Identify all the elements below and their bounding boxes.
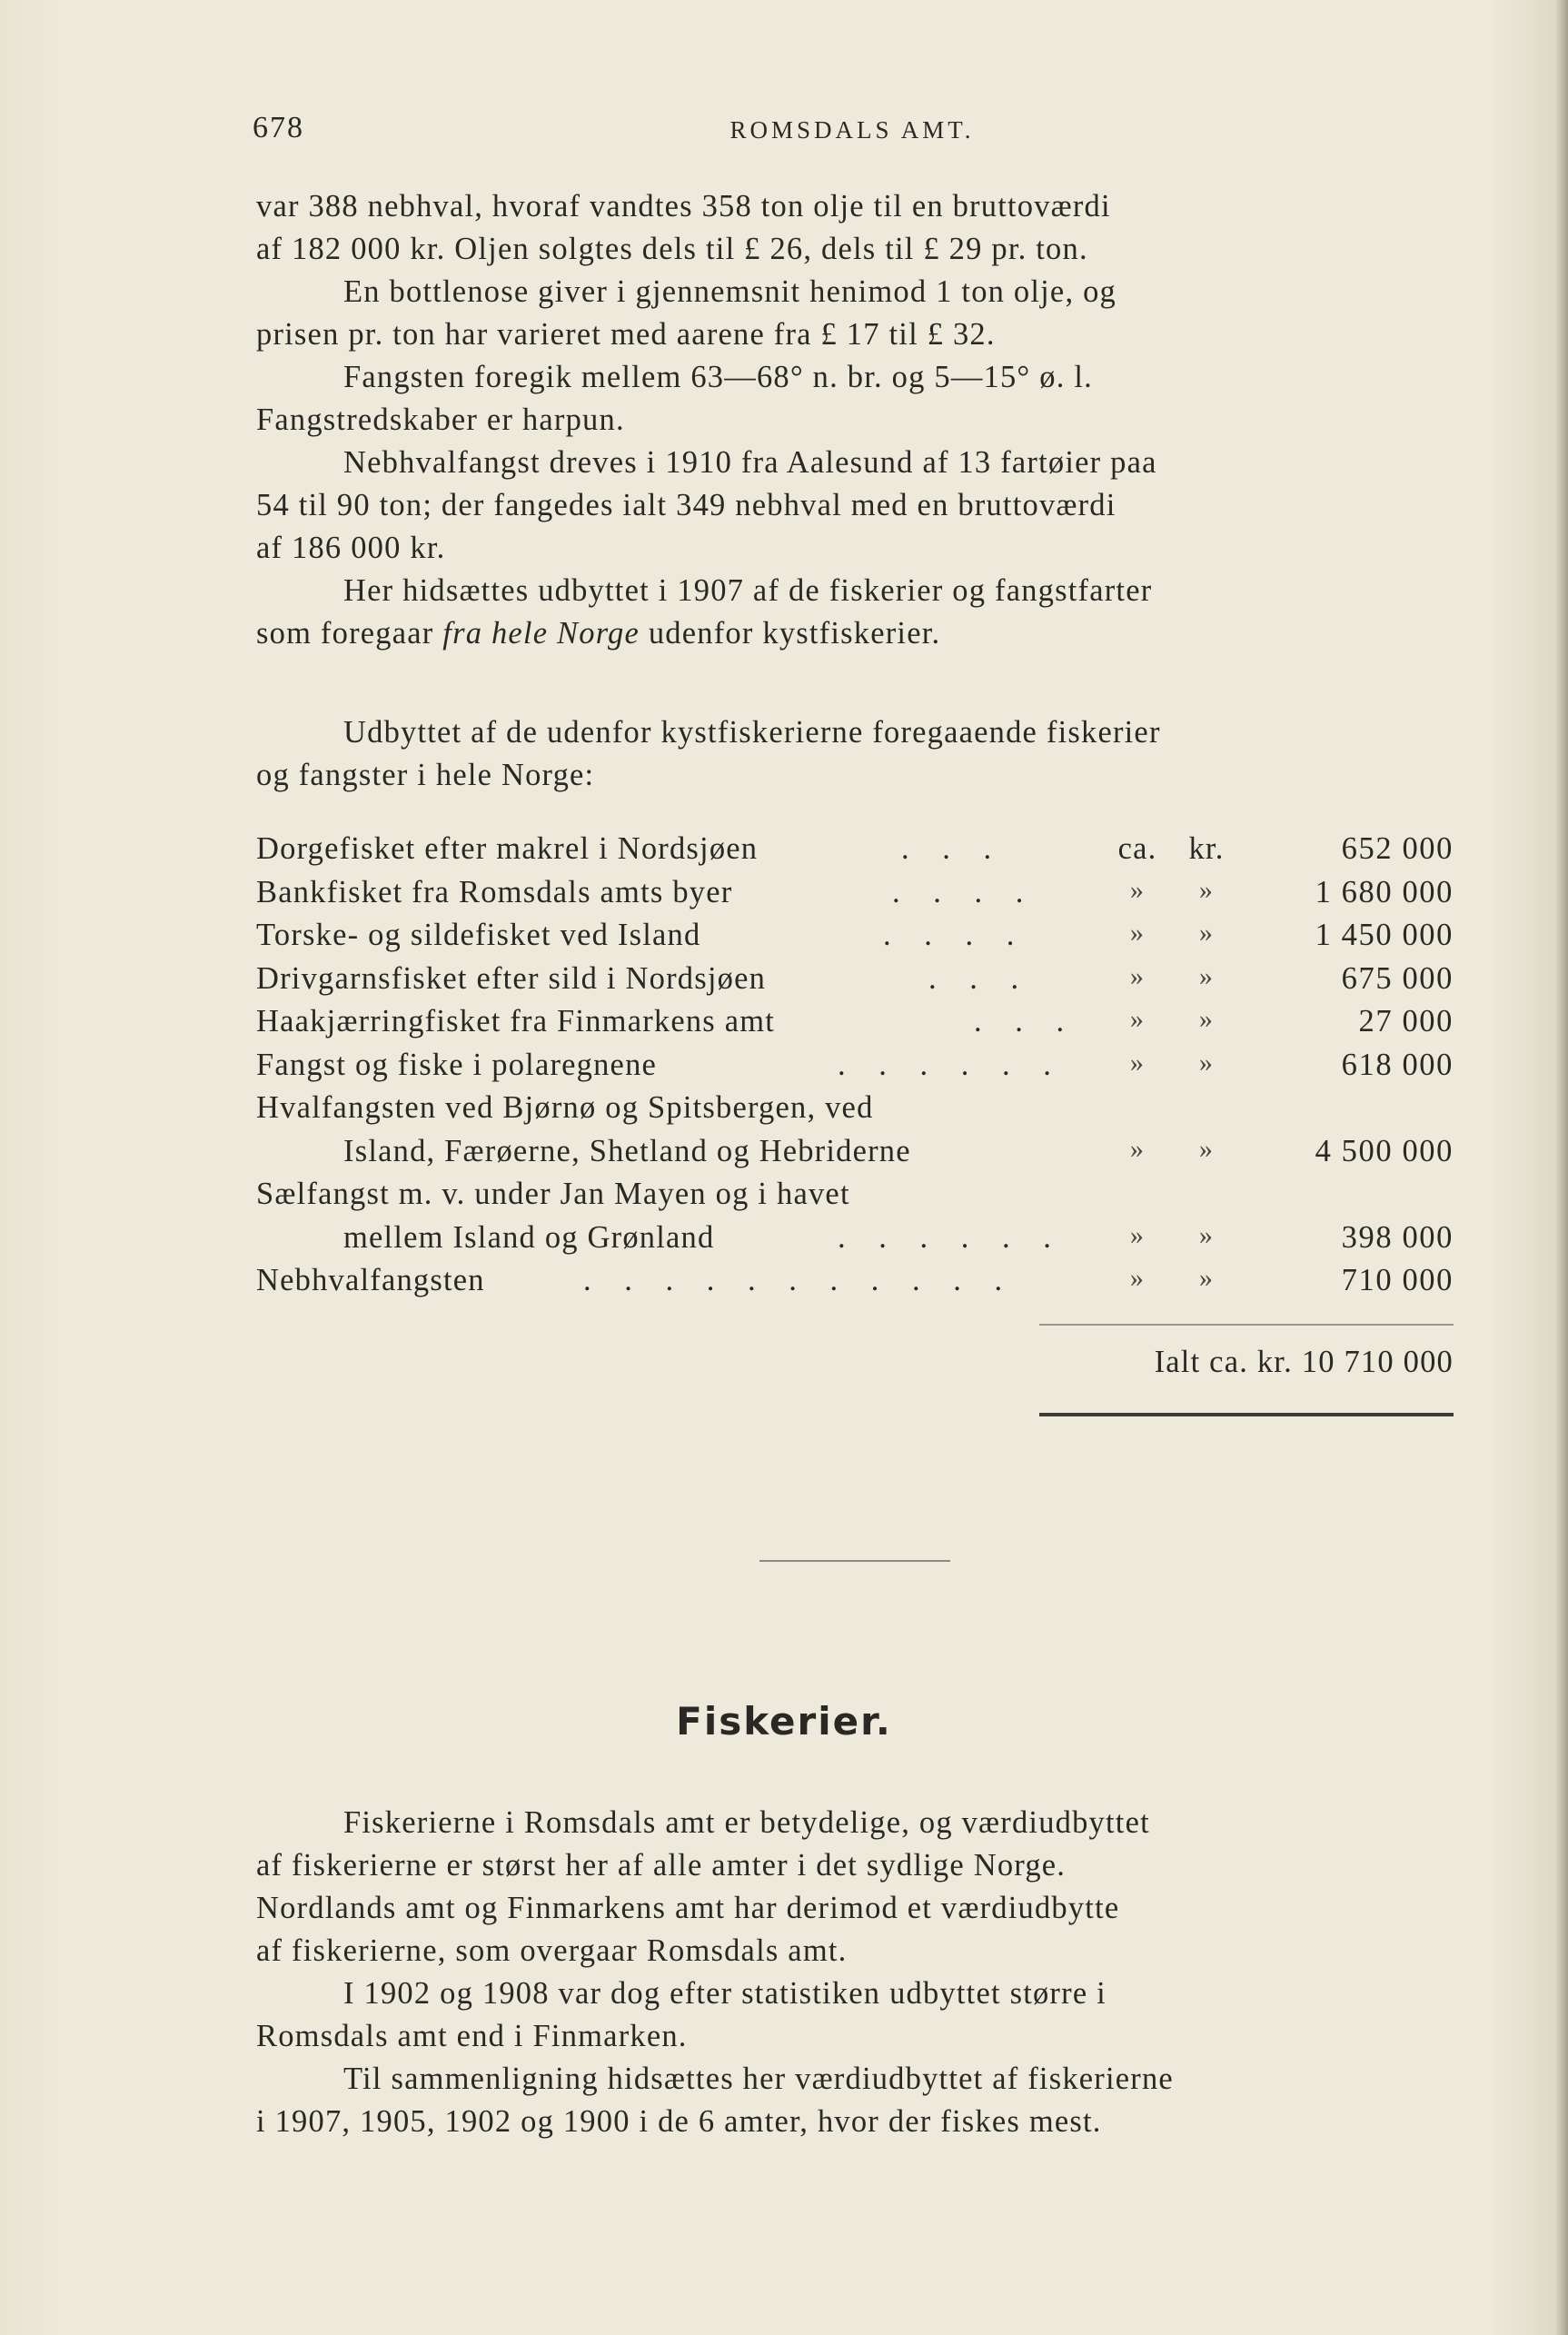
row-unit-ditto: »	[1129, 1004, 1146, 1034]
intro-line-11-post: udenfor kystfiskerier.	[640, 616, 941, 651]
section-line-8: i 1907, 1905, 1902 og 1900 i de 6 amter, hvor der fiskes mest.	[256, 2104, 1102, 2139]
row-unit-ditto: »	[1198, 874, 1215, 905]
row-unit-kr: kr.	[1188, 831, 1225, 866]
row-amount: 4 500 000	[1315, 1133, 1454, 1168]
table-row	[256, 1220, 1454, 1264]
row-label: Bankfisket fra Romsdals amts byer	[256, 874, 733, 909]
table-row	[256, 1263, 1454, 1307]
leader-dots: . . . . . .	[838, 1219, 1064, 1255]
row-label: mellem Island og Grønland	[343, 1219, 715, 1255]
section-line-4: af fiskerierne, som overgaar Romsdals amt.	[256, 1933, 848, 1968]
row-unit-ditto: »	[1198, 1133, 1215, 1164]
row-amount: 27 000	[1358, 1004, 1454, 1038]
table-row	[256, 875, 1454, 919]
row-unit-ditto: »	[1198, 960, 1215, 991]
section-line-5: I 1902 og 1908 var dog efter statistiken udbyttet større i	[343, 1976, 1107, 2011]
intro-line-1: var 388 nebhval, hvoraf vandtes 358 ton olje til en bruttoværdi	[256, 189, 1111, 224]
section-line-6: Romsdals amt end i Finmarken.	[256, 2019, 688, 2053]
leader-dots: . . . . . . . . . . .	[583, 1263, 1016, 1297]
row-label: Nebhvalfangsten	[256, 1263, 485, 1297]
row-unit-ditto: »	[1129, 960, 1146, 991]
section-line-1: Fiskerierne i Romsdals amt er betydelige, og værdiudbyttet	[343, 1805, 1150, 1840]
row-unit-ditto: »	[1198, 1219, 1215, 1250]
leader-dots: . . .	[901, 831, 1005, 866]
leader-dots: . . .	[974, 1004, 1077, 1038]
table-row	[256, 1177, 1454, 1220]
running-header	[253, 111, 1452, 147]
row-label: Fangst og fiske i polaregnene	[256, 1047, 658, 1082]
row-unit-ditto: »	[1198, 1263, 1215, 1293]
row-label: Haakjærringfisket fra Finmarkens amt	[256, 1004, 776, 1038]
section-heading: Fiskerier.	[676, 1699, 892, 1744]
intro-line-7: Nebhvalfangst dreves i 1910 fra Aalesund af 13 fartøier paa	[343, 445, 1157, 480]
catch-value-table	[256, 831, 1454, 1307]
row-amount: 1 450 000	[1315, 918, 1454, 952]
row-unit-ditto: »	[1129, 1133, 1146, 1164]
sum-rule	[1039, 1324, 1454, 1326]
table-intro-line-2: og fangster i hele Norge:	[256, 758, 595, 792]
intro-line-11-pre: som foregaar	[256, 616, 443, 651]
intro-line-10: Her hidsættes udbyttet i 1907 af de fiskerier og fangstfarter	[343, 573, 1153, 608]
section-separator	[759, 1560, 950, 1562]
intro-line-9: af 186 000 kr.	[256, 531, 446, 565]
row-amount: 618 000	[1341, 1047, 1454, 1082]
intro-line-11	[256, 612, 1454, 655]
section-text	[256, 1802, 1454, 2143]
leader-dots: . . . . . .	[838, 1047, 1064, 1082]
row-unit-ditto: »	[1129, 1263, 1146, 1293]
row-amount: 652 000	[1341, 831, 1454, 866]
intro-line-4: prisen pr. ton har varieret med aarene fra £ 17 til £ 32.	[256, 317, 996, 352]
row-amount: 1 680 000	[1315, 874, 1454, 909]
row-unit-ditto: »	[1129, 918, 1146, 948]
leader-dots: . . . .	[883, 918, 1027, 952]
row-unit-ditto: »	[1198, 1047, 1215, 1078]
leader-dots: . . . .	[892, 874, 1037, 909]
total-underline	[1039, 1413, 1454, 1416]
table-row	[256, 1134, 1454, 1177]
row-label: Drivgarnsfisket efter sild i Nordsjøen	[256, 960, 767, 996]
total-amount: 10 710 000	[1301, 1345, 1454, 1379]
intro-line-3: En bottlenose giver i gjennemsnit henimod 1 ton olje, og	[343, 274, 1116, 309]
leader-dots: . . .	[928, 960, 1032, 996]
table-intro-line-1: Udbyttet af de udenfor kystfiskerierne foregaaende fiskerier	[343, 715, 1161, 750]
row-unit-ditto: »	[1198, 918, 1215, 948]
intro-line-11-italic: fra hele Norge	[442, 616, 640, 651]
intro-line-5: Fangsten foregik mellem 63—68° n. br. og 5—15° ø. l.	[343, 360, 1093, 394]
table-row	[256, 1090, 1454, 1134]
table-row	[256, 831, 1454, 875]
row-label: Hvalfangsten ved Bjørnø og Spitsbergen, ved	[256, 1090, 874, 1125]
section-line-7: Til sammenligning hidsættes her værdiudbyttet af fiskerierne	[343, 2062, 1174, 2096]
table-row	[256, 1004, 1454, 1048]
total-label: Ialt ca. kr.	[1154, 1345, 1293, 1379]
row-amount: 398 000	[1341, 1219, 1454, 1255]
row-unit-ditto: »	[1129, 874, 1146, 905]
table-intro	[256, 711, 1454, 797]
table-row	[256, 918, 1454, 961]
row-label: Dorgefisket efter makrel i Nordsjøen	[256, 831, 759, 866]
intro-text	[256, 185, 1454, 655]
row-unit-ditto: »	[1198, 1004, 1215, 1034]
intro-line-8: 54 til 90 ton; der fangedes ialt 349 nebhval med en bruttoværdi	[256, 488, 1116, 522]
row-amount: 710 000	[1341, 1263, 1454, 1297]
row-unit-ditto: »	[1129, 1219, 1146, 1250]
row-label: Torske- og sildefisket ved Island	[256, 918, 701, 952]
page-edge-shadow	[1555, 0, 1568, 2335]
table-row	[256, 961, 1454, 1005]
intro-line-2: af 182 000 kr. Oljen solgtes dels til £ 26, dels til £ 29 pr. ton.	[256, 232, 1088, 266]
row-unit-ditto: »	[1129, 1047, 1146, 1078]
row-unit-ca: ca.	[1117, 831, 1157, 866]
page-number: 678	[253, 111, 304, 144]
intro-line-6: Fangstredskaber er harpun.	[256, 402, 625, 437]
row-label: Sælfangst m. v. under Jan Mayen og i havet	[256, 1177, 850, 1211]
section-line-3: Nordlands amt og Finmarkens amt har derimod et værdiudbytte	[256, 1891, 1120, 1925]
row-label: Island, Færøerne, Shetland og Hebriderne	[343, 1133, 911, 1168]
section-line-2: af fiskerierne er størst her af alle amter i det sydlige Norge.	[256, 1848, 1067, 1883]
table-row	[256, 1048, 1454, 1091]
running-title: ROMSDALS AMT.	[729, 116, 975, 144]
row-amount: 675 000	[1341, 960, 1454, 996]
table-total	[1155, 1345, 1454, 1380]
